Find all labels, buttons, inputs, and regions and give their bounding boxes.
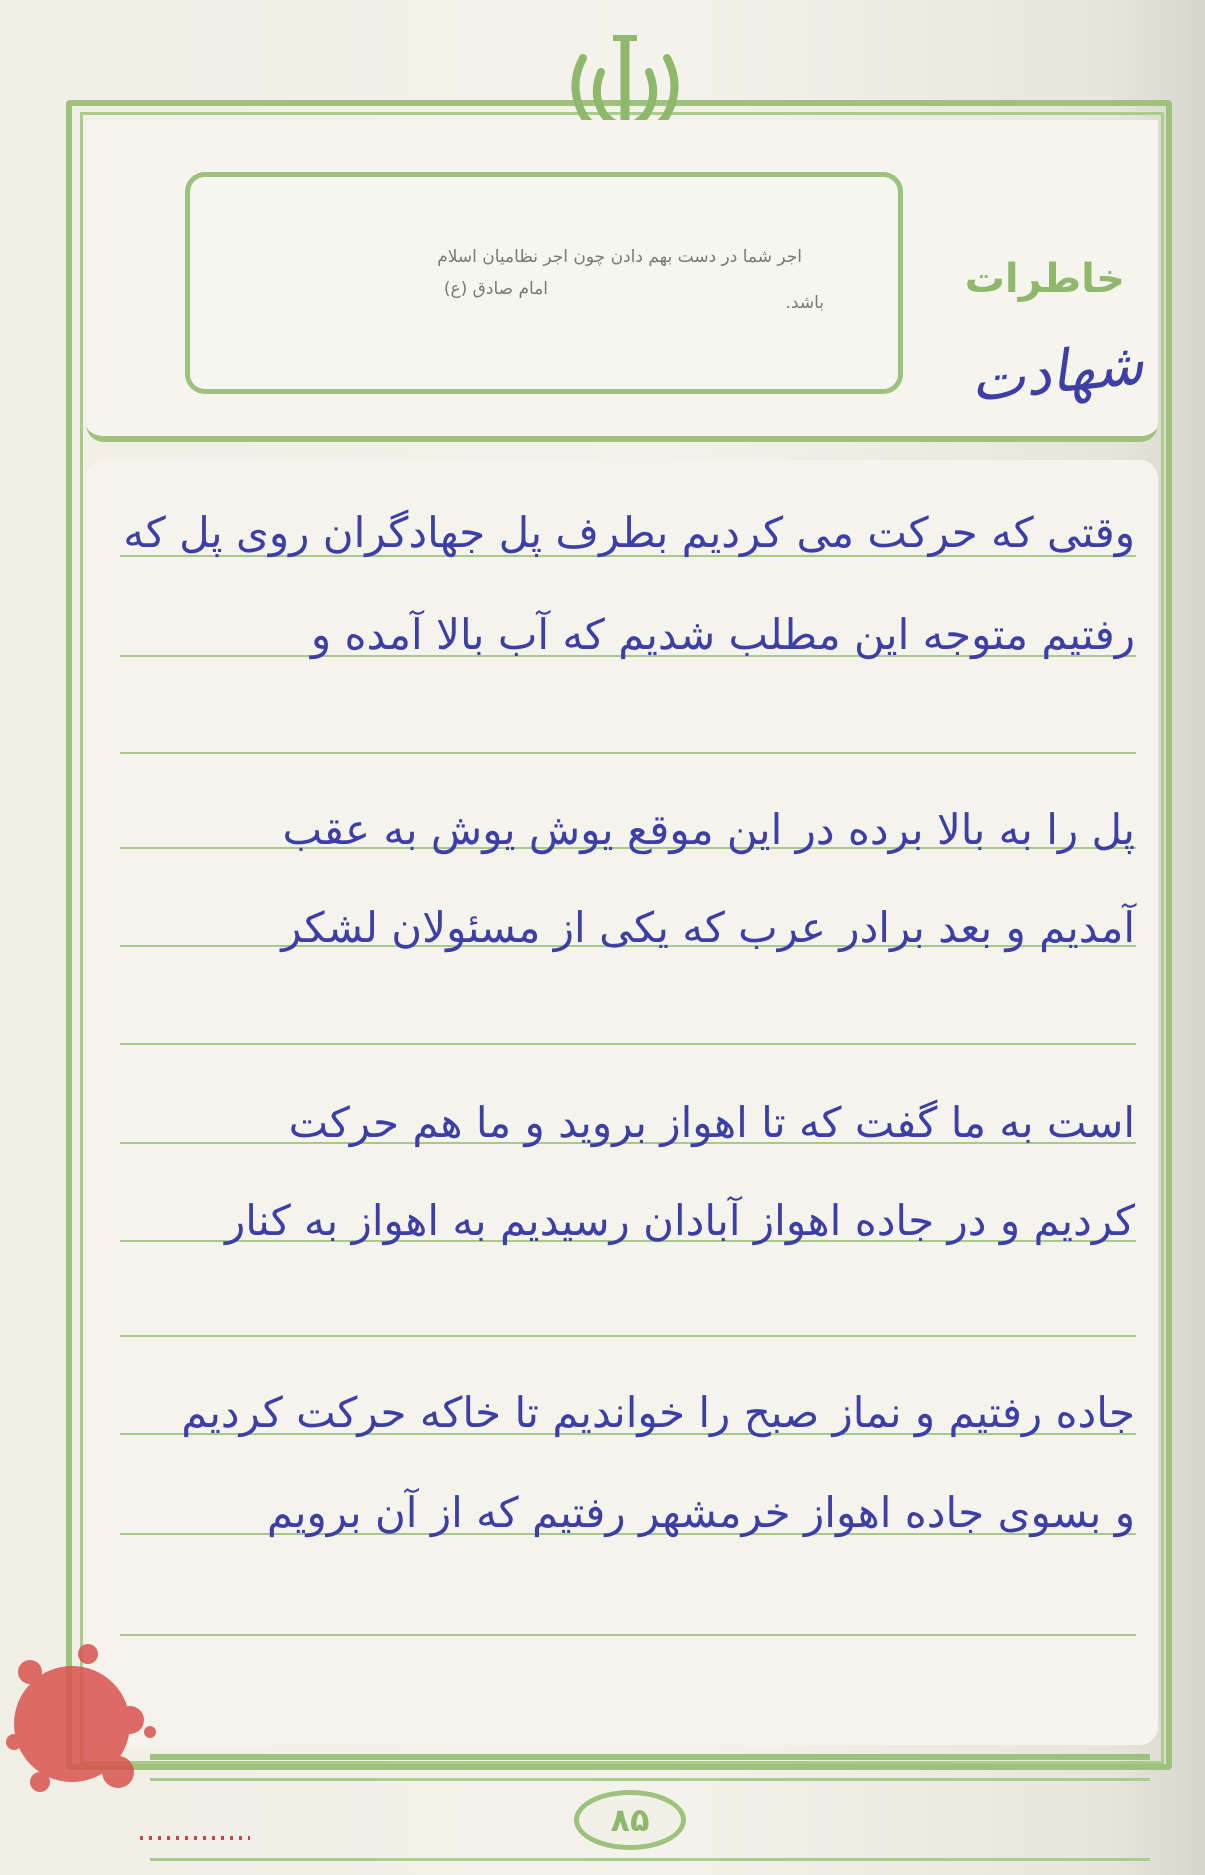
quote-box (185, 172, 903, 394)
handwritten-line: جاده رفتیم و نماز صبح را خواندیم تا خاکه حرکت کردیم (181, 1388, 1135, 1437)
ruled-line (120, 1043, 1136, 1045)
handwritten-line: آمدیم و بعد برادر عرب که یکی از مسئولان لشکر (281, 903, 1135, 952)
handwritten-line: و بسوی جاده اهواز خرمشهر رفتیم که از آن برویم (266, 1488, 1135, 1537)
quote-source: امام صادق (ع) (443, 279, 548, 299)
handwritten-month: شهادت (966, 329, 1147, 415)
ruled-line (120, 752, 1136, 754)
handwritten-line: کردیم و در جاده اهواز آبادان رسیدیم به اهواز به کنار (224, 1196, 1135, 1245)
footer-rule (150, 1778, 1150, 1781)
quote-line-2: باشد. (785, 293, 824, 313)
section-title: خاطرات (964, 256, 1125, 302)
dotted-mark (140, 1836, 250, 1840)
quote-line-1: اجر شما در دست بهم دادن چون اجر نظامیان اسلام (437, 247, 802, 267)
handwritten-line: وقتی که حرکت می کردیم بطرف پل جهادگران روی پل که (123, 508, 1135, 557)
page-number: ۸۵ (610, 1801, 650, 1839)
bottom-rule (150, 1858, 1150, 1861)
ruled-line (120, 1634, 1136, 1636)
handwritten-line: رفتیم متوجه این مطلب شدیم که آب بالا آمده و (310, 610, 1135, 659)
page-number-badge (574, 1790, 686, 1850)
handwritten-line: پل را به بالا برده در این موقع یوش یوش به عقب (282, 805, 1135, 854)
handwritten-line: است به ما گفت که تا اهواز بروید و ما هم حرکت (288, 1098, 1135, 1147)
ink-blot (0, 1632, 170, 1802)
footer-rule (150, 1754, 1150, 1760)
ruled-line (120, 1335, 1136, 1337)
